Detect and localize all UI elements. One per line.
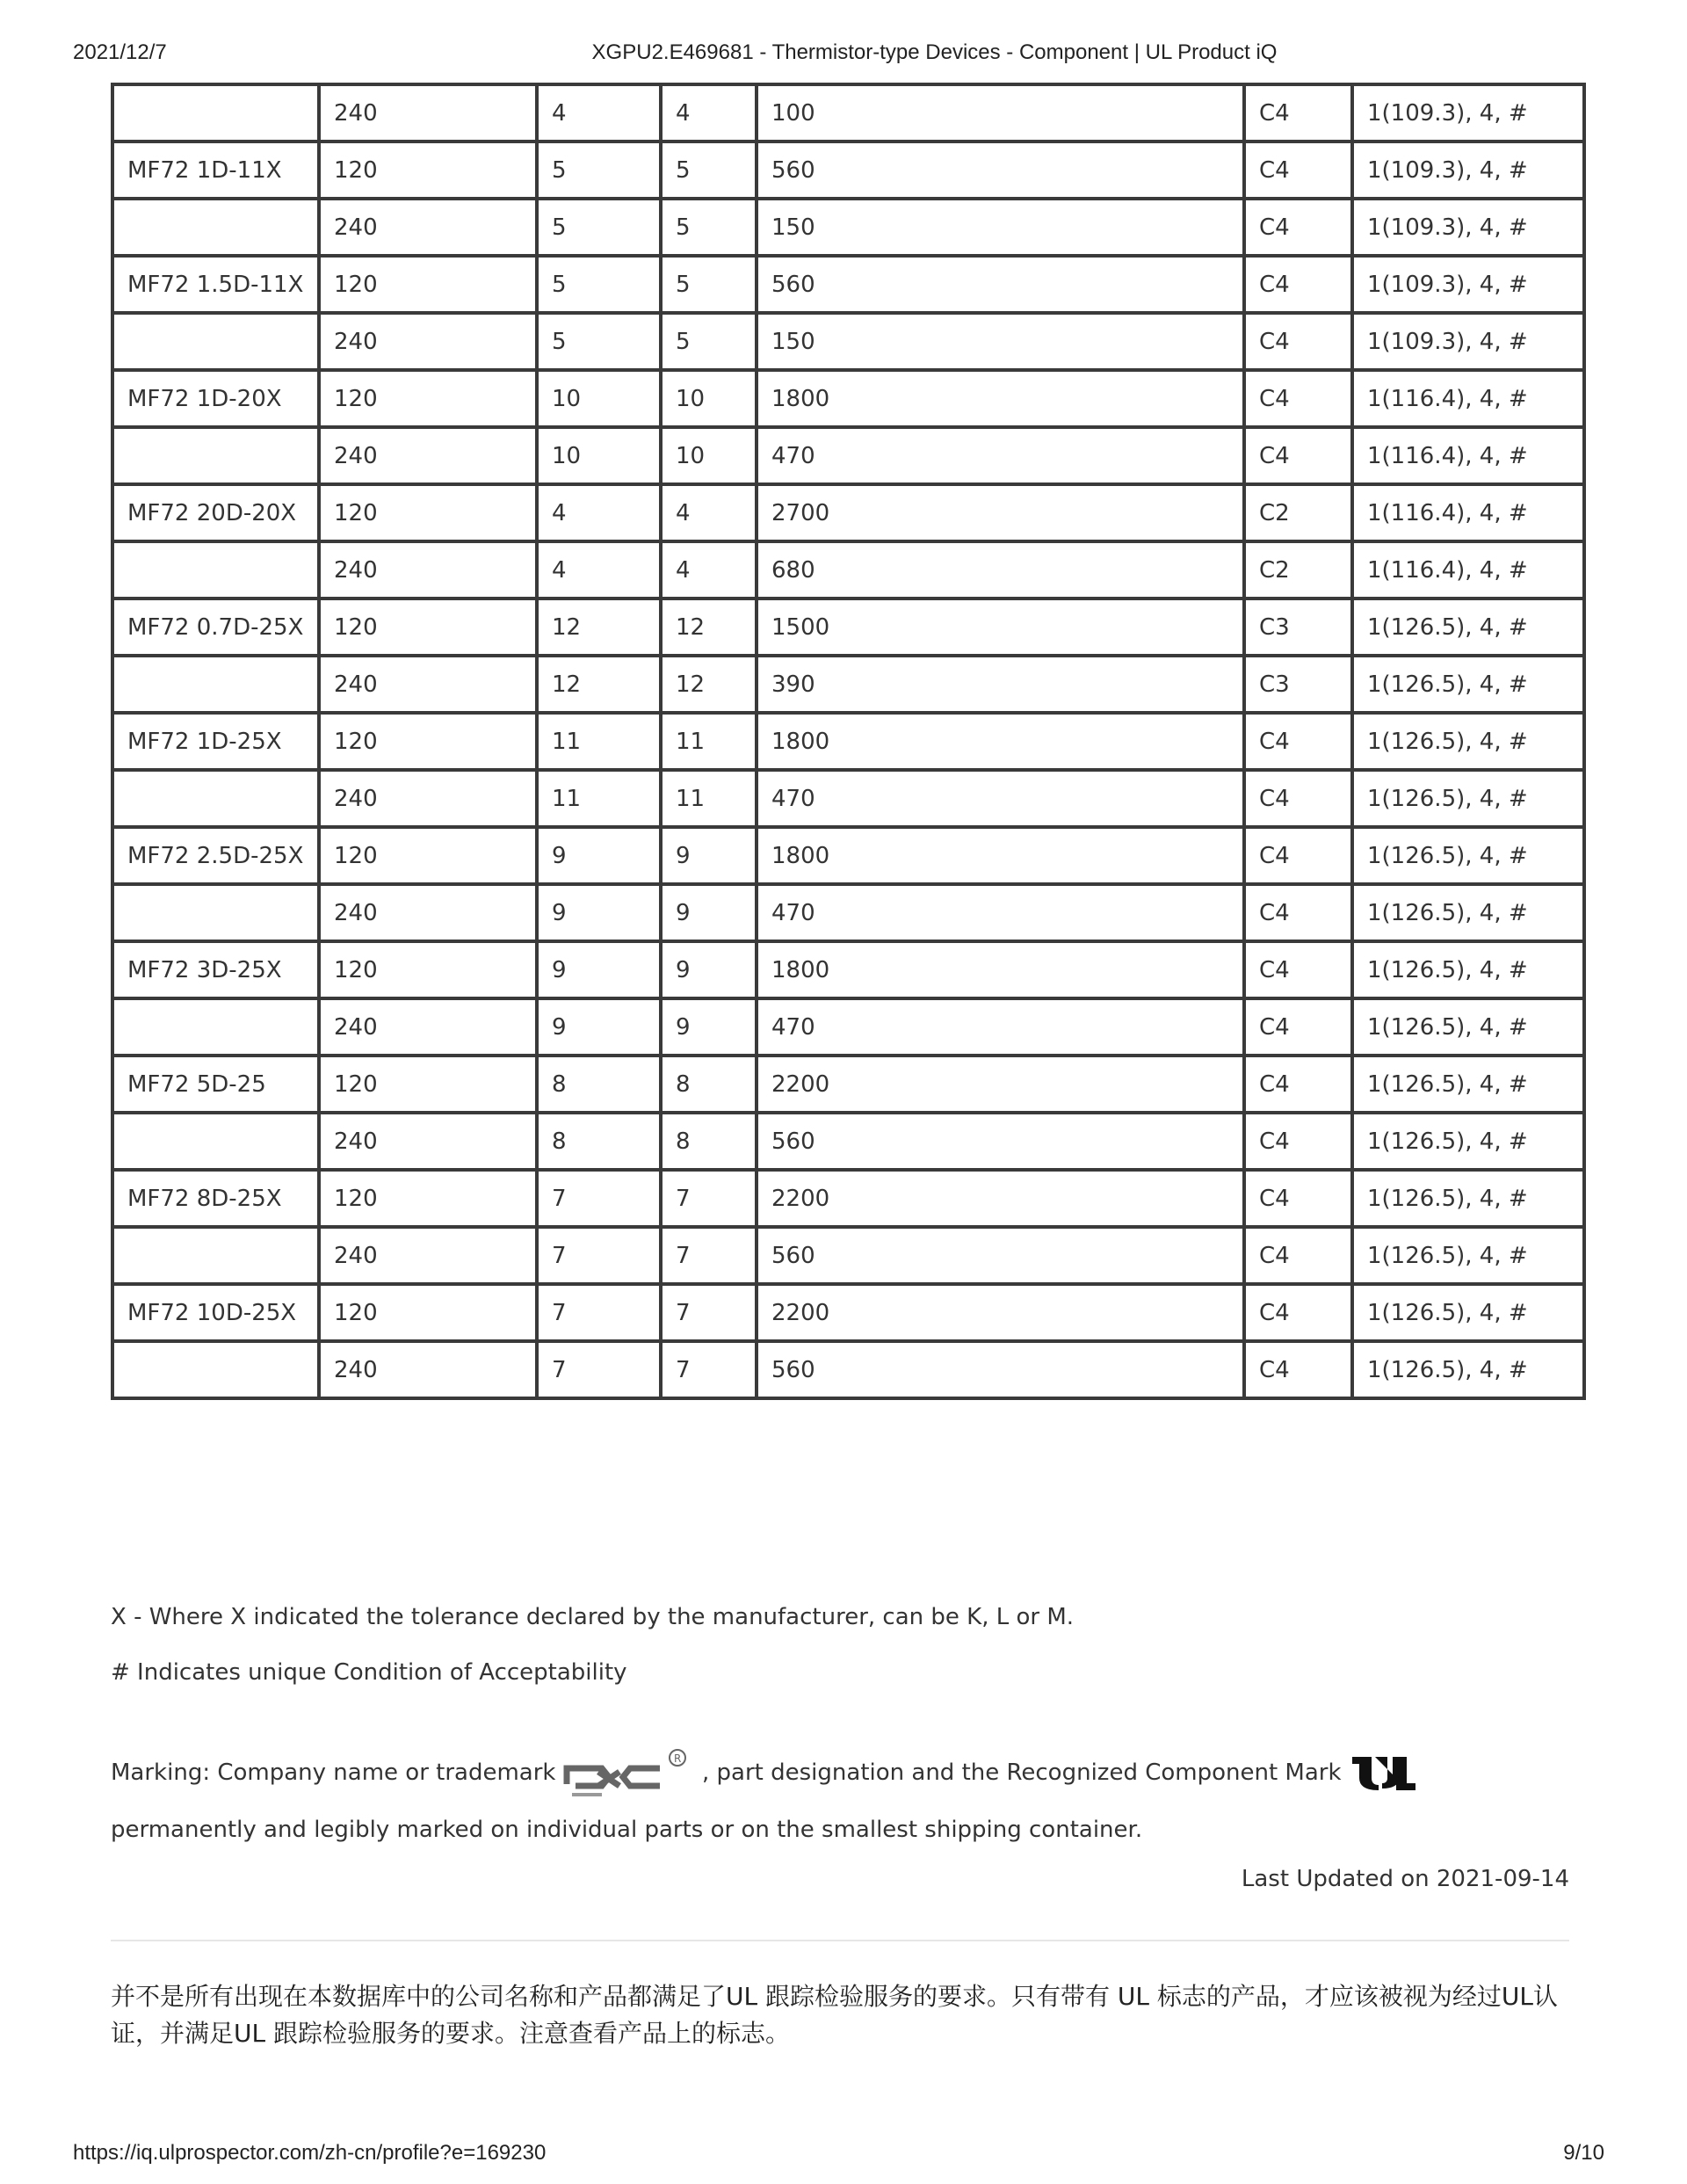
pxc-trademark-logo-icon [563, 1745, 695, 1802]
table-cell: 470 [757, 884, 1244, 941]
table-cell [112, 1227, 319, 1284]
table-cell: 120 [319, 1170, 537, 1227]
table-cell: 390 [757, 656, 1244, 713]
footer-url: https://iq.ulprospector.com/zh-cn/profile?e=169230 [73, 2141, 547, 2165]
table-cell: 470 [757, 427, 1244, 484]
table-cell: 1(126.5), 4, # [1352, 998, 1584, 1056]
table-cell: 8 [537, 1056, 661, 1113]
table-row [112, 656, 1584, 713]
table-cell: MF72 3D-25X [112, 941, 319, 998]
table-cell: 9 [537, 941, 661, 998]
table-cell: 470 [757, 770, 1244, 827]
table-cell: 9 [537, 884, 661, 941]
table-row [112, 1170, 1584, 1227]
table-cell: 1(126.5), 4, # [1352, 656, 1584, 713]
table-cell: 8 [661, 1113, 757, 1170]
table-row [112, 998, 1584, 1056]
table-cell: 1(109.3), 4, # [1352, 313, 1584, 370]
disclaimer-text: 并不是所有出现在本数据库中的公司名称和产品都满足了UL 跟踪检验服务的要求。只有带有 UL 标志的产品，才应该被视为经过UL认证，并满足UL 跟踪检验服务的要求。注意查看产品上的标志。 [111, 1982, 1558, 2048]
table-cell: 7 [661, 1170, 757, 1227]
table-cell: 7 [537, 1170, 661, 1227]
table-cell: C4 [1244, 1284, 1352, 1341]
table-cell: MF72 1.5D-11X [112, 256, 319, 313]
hash-note: # Indicates unique Condition of Acceptability [111, 1659, 627, 1686]
table-cell: 1(109.3), 4, # [1352, 199, 1584, 256]
table-cell: MF72 1D-25X [112, 713, 319, 770]
table-cell: 10 [661, 370, 757, 427]
table-cell: 2200 [757, 1056, 1244, 1113]
table-cell: 120 [319, 484, 537, 541]
table-cell: C4 [1244, 884, 1352, 941]
table-row [112, 827, 1584, 884]
table-cell [112, 656, 319, 713]
table-cell: 1(126.5), 4, # [1352, 1341, 1584, 1398]
table-cell: 1800 [757, 941, 1244, 998]
table-cell: 10 [661, 427, 757, 484]
table-cell: 100 [757, 84, 1244, 141]
table-cell: C2 [1244, 484, 1352, 541]
table-cell: 1(126.5), 4, # [1352, 884, 1584, 941]
table-cell: MF72 1D-11X [112, 141, 319, 199]
table-cell: 2200 [757, 1170, 1244, 1227]
table-cell: C4 [1244, 141, 1352, 199]
table-cell: C4 [1244, 256, 1352, 313]
table-row [112, 484, 1584, 541]
table-cell: 12 [661, 599, 757, 656]
table-cell: 1(116.4), 4, # [1352, 370, 1584, 427]
table-cell: MF72 20D-20X [112, 484, 319, 541]
table-cell: 1(116.4), 4, # [1352, 427, 1584, 484]
table-cell: 9 [661, 827, 757, 884]
table-cell: C4 [1244, 427, 1352, 484]
table-row [112, 141, 1584, 199]
table-cell: C4 [1244, 941, 1352, 998]
table-cell: 560 [757, 141, 1244, 199]
table-cell: 4 [661, 541, 757, 599]
table-cell: C4 [1244, 770, 1352, 827]
table-cell: 120 [319, 256, 537, 313]
table-row [112, 1284, 1584, 1341]
table-cell: C4 [1244, 370, 1352, 427]
table-row [112, 541, 1584, 599]
table-cell: 240 [319, 84, 537, 141]
table-cell: 8 [661, 1056, 757, 1113]
table-cell: C4 [1244, 199, 1352, 256]
table-cell: 4 [537, 84, 661, 141]
table-cell: MF72 5D-25 [112, 1056, 319, 1113]
table-row [112, 1341, 1584, 1398]
table-cell: 12 [537, 656, 661, 713]
table-cell: 150 [757, 199, 1244, 256]
table-cell [112, 313, 319, 370]
table-cell: 1(109.3), 4, # [1352, 84, 1584, 141]
table-cell: 560 [757, 1113, 1244, 1170]
table-cell: 120 [319, 1284, 537, 1341]
table-cell: 120 [319, 713, 537, 770]
table-cell: 240 [319, 541, 537, 599]
table-cell: 1(126.5), 4, # [1352, 1227, 1584, 1284]
table-cell: 1(109.3), 4, # [1352, 141, 1584, 199]
table-cell: C2 [1244, 541, 1352, 599]
table-cell: 7 [537, 1284, 661, 1341]
table-cell: 5 [661, 313, 757, 370]
table-cell: C3 [1244, 599, 1352, 656]
table-cell: 9 [661, 998, 757, 1056]
table-cell: 240 [319, 1113, 537, 1170]
table-cell: 5 [661, 256, 757, 313]
table-cell: 120 [319, 599, 537, 656]
table-cell: 1(126.5), 4, # [1352, 770, 1584, 827]
table-cell: 12 [661, 656, 757, 713]
table-cell: 240 [319, 656, 537, 713]
table-cell: 11 [661, 713, 757, 770]
table-cell: C4 [1244, 1341, 1352, 1398]
product-table [111, 83, 1586, 1400]
table-cell: C4 [1244, 713, 1352, 770]
table-cell: C4 [1244, 1170, 1352, 1227]
table-row [112, 770, 1584, 827]
ul-recognized-component-mark-icon [1349, 1752, 1419, 1796]
table-cell: 120 [319, 370, 537, 427]
table-cell: 7 [661, 1227, 757, 1284]
table-cell: 1(126.5), 4, # [1352, 1284, 1584, 1341]
table-cell: 120 [319, 941, 537, 998]
table-cell: 470 [757, 998, 1244, 1056]
table-cell: C3 [1244, 656, 1352, 713]
table-cell: 1800 [757, 713, 1244, 770]
table-cell: 1(109.3), 4, # [1352, 256, 1584, 313]
table-cell: 5 [537, 141, 661, 199]
table-row [112, 713, 1584, 770]
marking-text-3: permanently and legibly marked on individual parts or on the smallest shipping container. [111, 1816, 1143, 1843]
table-cell: 240 [319, 1341, 537, 1398]
table-row [112, 884, 1584, 941]
last-updated: Last Updated on 2021-09-14 [1241, 1866, 1569, 1892]
svg-text:R: R [673, 1752, 682, 1765]
table-cell: 1500 [757, 599, 1244, 656]
table-cell: 11 [661, 770, 757, 827]
table-cell: 560 [757, 256, 1244, 313]
table-cell: 1(126.5), 4, # [1352, 599, 1584, 656]
tolerance-note: X - Where X indicated the tolerance declared by the manufacturer, can be K, L or M. [111, 1604, 1075, 1630]
table-row [112, 84, 1584, 141]
table-cell [112, 770, 319, 827]
table-cell [112, 199, 319, 256]
table-cell: 2200 [757, 1284, 1244, 1341]
marking-paragraph [111, 1745, 1569, 1858]
table-cell: 560 [757, 1227, 1244, 1284]
table-row [112, 370, 1584, 427]
table-cell: 1(126.5), 4, # [1352, 827, 1584, 884]
table-cell: 560 [757, 1341, 1244, 1398]
table-cell: MF72 10D-25X [112, 1284, 319, 1341]
table-cell: 120 [319, 141, 537, 199]
table-row [112, 1113, 1584, 1170]
table-cell: 4 [537, 541, 661, 599]
table-cell: 4 [661, 84, 757, 141]
table-cell: 7 [537, 1341, 661, 1398]
table-cell: 120 [319, 1056, 537, 1113]
table-row [112, 1056, 1584, 1113]
table-row [112, 313, 1584, 370]
table-cell: 2700 [757, 484, 1244, 541]
table-cell: 240 [319, 313, 537, 370]
table-cell: 120 [319, 827, 537, 884]
table-cell: 1(126.5), 4, # [1352, 1056, 1584, 1113]
divider [111, 1940, 1569, 1941]
table-cell: 7 [537, 1227, 661, 1284]
table-row [112, 1227, 1584, 1284]
table-cell: C4 [1244, 1227, 1352, 1284]
table-cell: 9 [537, 827, 661, 884]
table-cell: 1(116.4), 4, # [1352, 484, 1584, 541]
table-cell [112, 884, 319, 941]
table-cell: 1(126.5), 4, # [1352, 1113, 1584, 1170]
table-cell: C4 [1244, 827, 1352, 884]
table-cell: 240 [319, 770, 537, 827]
table-cell: 240 [319, 1227, 537, 1284]
table-cell [112, 84, 319, 141]
table-cell: 1(116.4), 4, # [1352, 541, 1584, 599]
table-cell: 1(126.5), 4, # [1352, 1170, 1584, 1227]
table-cell [112, 998, 319, 1056]
table-cell: 11 [537, 713, 661, 770]
table-cell: 4 [661, 484, 757, 541]
table-cell: 240 [319, 199, 537, 256]
table-cell: 12 [537, 599, 661, 656]
table-row [112, 199, 1584, 256]
table-cell: 240 [319, 998, 537, 1056]
table-cell: 240 [319, 427, 537, 484]
table-cell: 5 [537, 199, 661, 256]
table-cell: 9 [661, 884, 757, 941]
table-cell: 7 [661, 1284, 757, 1341]
table-cell: 1(126.5), 4, # [1352, 941, 1584, 998]
table-cell: 5 [537, 313, 661, 370]
table-cell: 9 [661, 941, 757, 998]
table-row [112, 941, 1584, 998]
table-cell: 1(126.5), 4, # [1352, 713, 1584, 770]
table-cell: 680 [757, 541, 1244, 599]
table-cell: C4 [1244, 1056, 1352, 1113]
table-cell: C4 [1244, 1113, 1352, 1170]
table-cell: 5 [661, 141, 757, 199]
marking-text-2: , part designation and the Recognized Component Mark [702, 1760, 1342, 1786]
table-cell: 150 [757, 313, 1244, 370]
table-cell: 1800 [757, 827, 1244, 884]
table-cell: 10 [537, 427, 661, 484]
table-cell: 1800 [757, 370, 1244, 427]
table-cell: 11 [537, 770, 661, 827]
table-cell [112, 427, 319, 484]
footer-page-number: 9/10 [1563, 2141, 1604, 2165]
table-row [112, 599, 1584, 656]
table-cell: MF72 0.7D-25X [112, 599, 319, 656]
table-cell: MF72 8D-25X [112, 1170, 319, 1227]
table-row [112, 427, 1584, 484]
table-cell: C4 [1244, 313, 1352, 370]
table-cell [112, 541, 319, 599]
table-cell [112, 1341, 319, 1398]
table-row [112, 256, 1584, 313]
table-cell: 5 [537, 256, 661, 313]
table-cell: 4 [537, 484, 661, 541]
table-cell: 9 [537, 998, 661, 1056]
table-cell: MF72 2.5D-25X [112, 827, 319, 884]
table-cell [112, 1113, 319, 1170]
table-cell: 8 [537, 1113, 661, 1170]
table-cell: 10 [537, 370, 661, 427]
marking-text-1: Marking: Company name or trademark [111, 1760, 556, 1786]
table-cell: 7 [661, 1341, 757, 1398]
print-date: 2021/12/7 [73, 40, 167, 64]
table-cell: MF72 1D-20X [112, 370, 319, 427]
table-cell: 5 [661, 199, 757, 256]
print-page-title: XGPU2.E469681 - Thermistor-type Devices - Component | UL Product iQ [591, 40, 1278, 64]
table-cell: 240 [319, 884, 537, 941]
table-cell: C4 [1244, 84, 1352, 141]
table-cell: C4 [1244, 998, 1352, 1056]
